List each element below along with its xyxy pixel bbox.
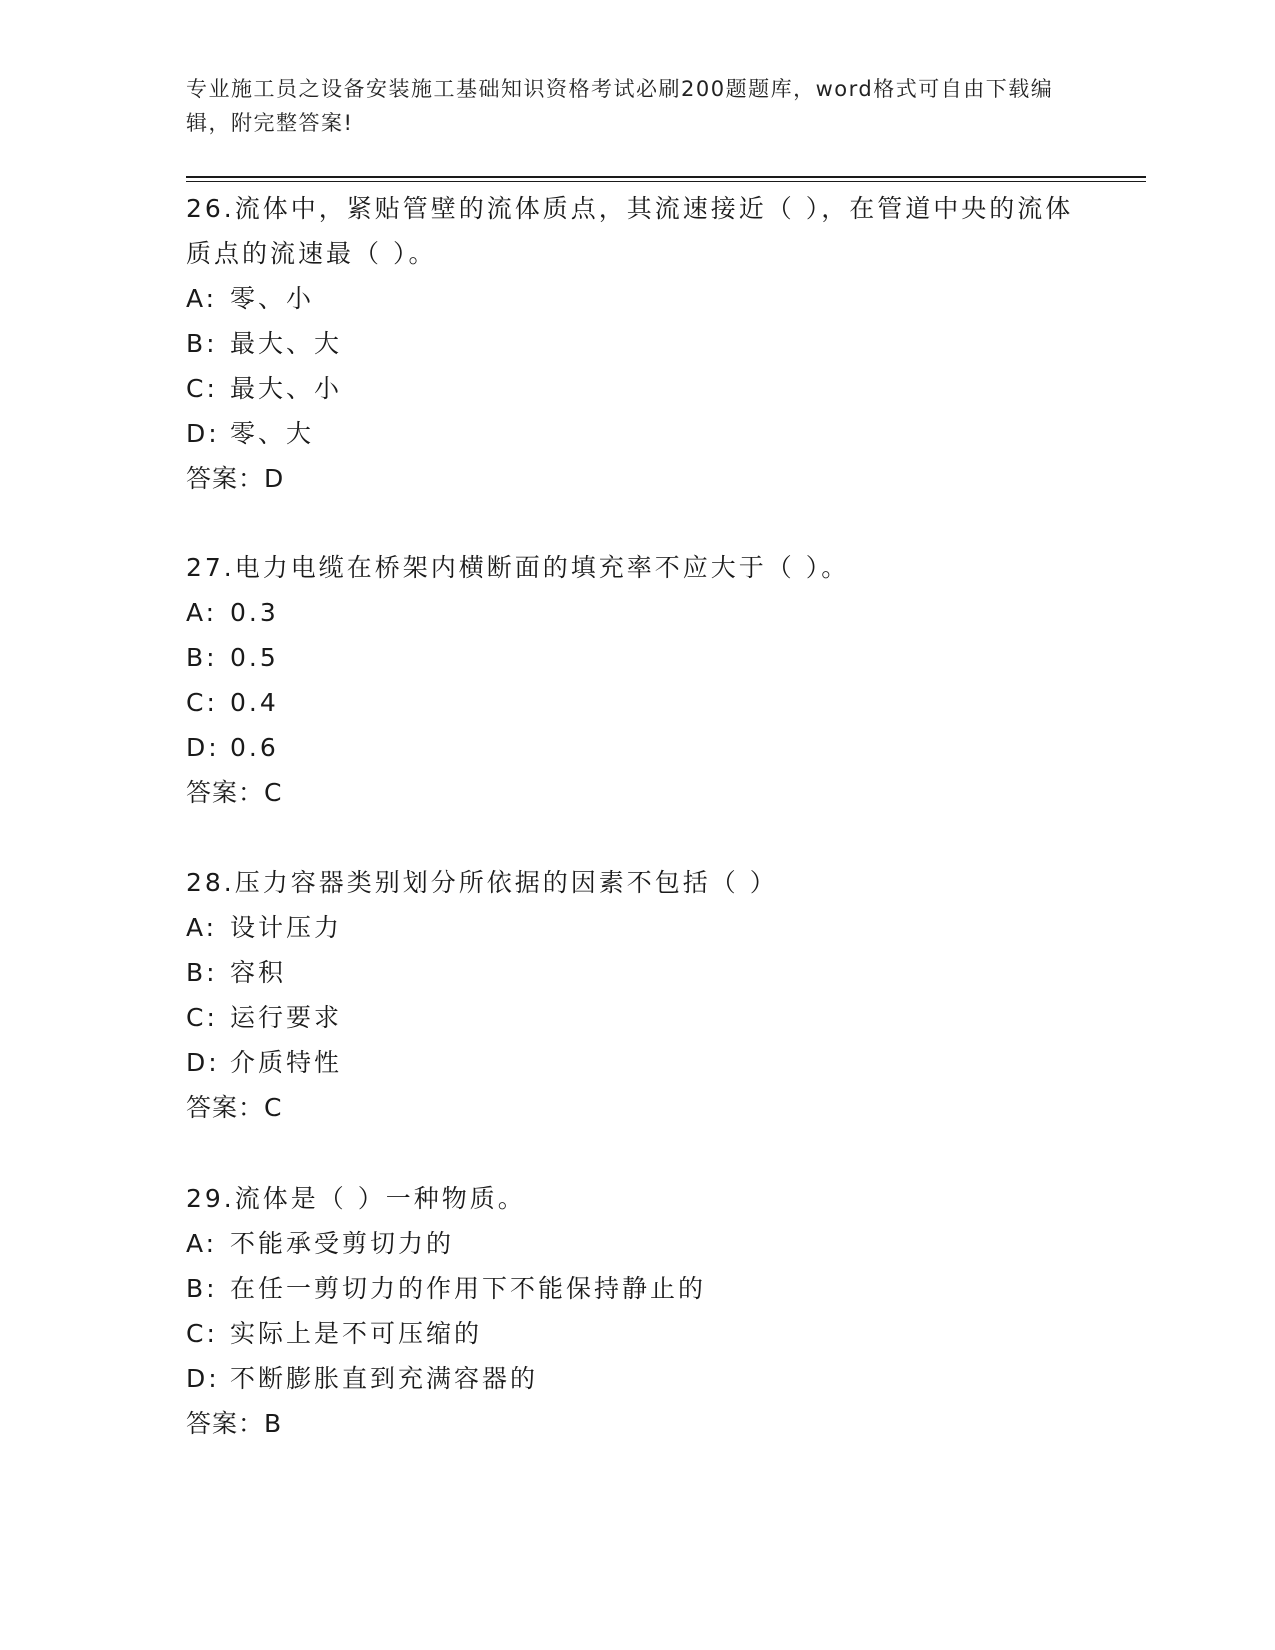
option-text: 0.3 — [230, 598, 279, 627]
option-key: D: — [186, 419, 220, 448]
option-key: D: — [186, 1048, 220, 1077]
option-d — [186, 1040, 1086, 1085]
question-28 — [186, 860, 1086, 1130]
answer-line: 答案：C — [186, 1093, 283, 1122]
header-divider-thin — [186, 181, 1146, 182]
question-27 — [186, 545, 1086, 815]
option-b — [186, 1266, 1086, 1311]
option-key: C: — [186, 1319, 218, 1348]
option-text: 实际上是不可压缩的 — [230, 1319, 483, 1348]
option-b — [186, 950, 1086, 995]
option-text: 最大、大 — [230, 329, 343, 358]
header-divider-thick — [186, 176, 1146, 178]
option-text: 0.4 — [230, 688, 279, 717]
option-key: B: — [186, 329, 218, 358]
question-29 — [186, 1176, 1086, 1446]
option-c — [186, 680, 1086, 725]
option-text: 介质特性 — [230, 1048, 343, 1077]
option-a — [186, 590, 1086, 635]
option-key: D: — [186, 733, 220, 762]
question-stem: 26.流体中，紧贴管壁的流体质点，其流速接近（ ），在管道中央的流体质点的流速最（ ）。 — [186, 194, 1074, 268]
option-key: C: — [186, 1003, 218, 1032]
option-b — [186, 635, 1086, 680]
answer-line: 答案：D — [186, 464, 285, 493]
option-text: 容积 — [230, 958, 287, 987]
question-stem: 29.流体是（ ）一种物质。 — [186, 1184, 526, 1213]
option-c — [186, 995, 1086, 1040]
option-text: 设计压力 — [230, 913, 343, 942]
answer-line: 答案：C — [186, 778, 283, 807]
option-text: 0.6 — [230, 733, 279, 762]
option-key: A: — [186, 598, 218, 627]
option-key: A: — [186, 913, 218, 942]
option-text: 零、大 — [230, 419, 315, 448]
option-text: 运行要求 — [230, 1003, 343, 1032]
option-a — [186, 276, 1086, 321]
option-key: A: — [186, 284, 218, 313]
question-stem: 27.电力电缆在桥架内横断面的填充率不应大于（ ）。 — [186, 553, 850, 582]
answer-line: 答案：B — [186, 1409, 283, 1438]
option-text: 0.5 — [230, 643, 279, 672]
option-d — [186, 725, 1086, 770]
option-a — [186, 905, 1086, 950]
option-key: C: — [186, 374, 218, 403]
option-key: D: — [186, 1364, 220, 1393]
option-c — [186, 1311, 1086, 1356]
document-header: 专业施工员之设备安装施工基础知识资格考试必刷200题题库，word格式可自由下载编辑，附完整答案! — [186, 77, 1054, 135]
option-text: 不能承受剪切力的 — [230, 1229, 455, 1258]
option-text: 在任一剪切力的作用下不能保持静止的 — [230, 1274, 707, 1303]
option-text: 最大、小 — [230, 374, 343, 403]
option-key: B: — [186, 958, 218, 987]
option-key: B: — [186, 643, 218, 672]
option-b — [186, 321, 1086, 366]
question-stem: 28.压力容器类别划分所依据的因素不包括（ ） — [186, 868, 778, 897]
option-a — [186, 1221, 1086, 1266]
option-key: B: — [186, 1274, 218, 1303]
option-key: A: — [186, 1229, 218, 1258]
option-d — [186, 411, 1086, 456]
question-26 — [186, 186, 1086, 501]
option-text: 零、小 — [230, 284, 315, 313]
option-text: 不断膨胀直到充满容器的 — [230, 1364, 539, 1393]
option-d — [186, 1356, 1086, 1401]
option-c — [186, 366, 1086, 411]
option-key: C: — [186, 688, 218, 717]
